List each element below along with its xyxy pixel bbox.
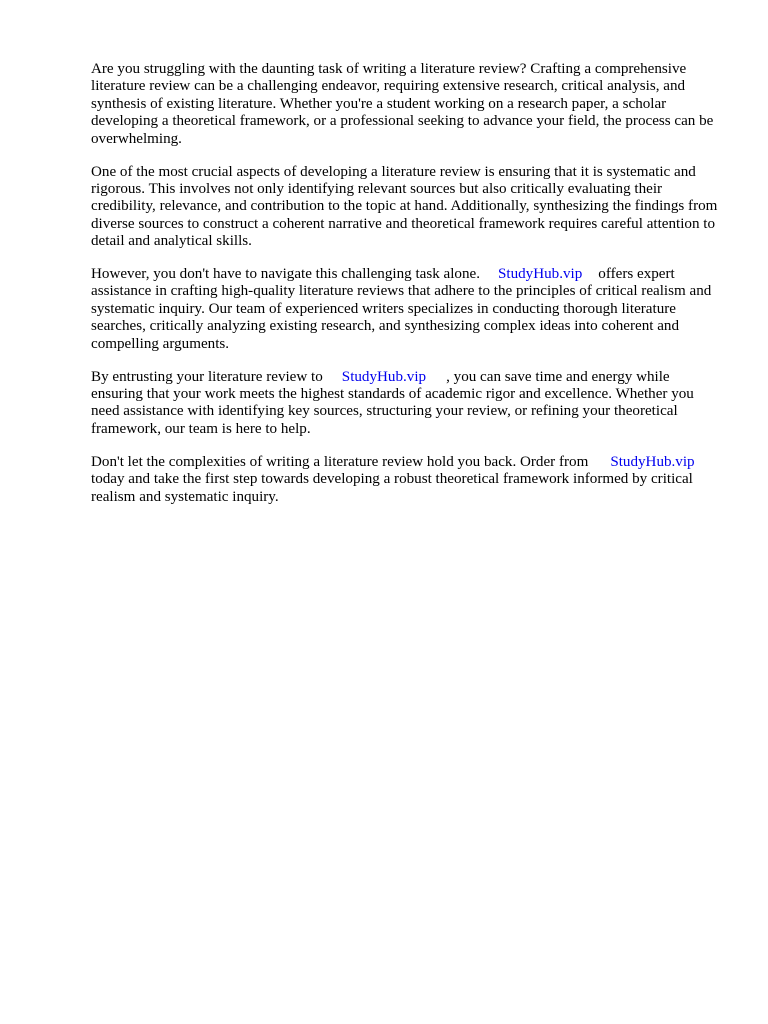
paragraph-offer-text-after: offers expert assistance in crafting high-quality literature reviews that adhere to the principles of critical realism and systematic inquiry. Our team of experienced writers specializes in conducting thorough literature searches, critically analyzing existing research, and synthesizing complex ideas into coherent and compelling arguments.	[91, 266, 712, 352]
paragraph-order-text-before: Don't let the complexities of writing a literature review hold you back. Order from	[91, 453, 589, 470]
paragraph-entrust-text-after: , you can save time and energy while ensuring that your work meets the highest standards of academic rigor and excellence. Whether you need assistance with identifying key sources, structuring your review, or refining your theoretical framework, our team is here to help.	[91, 368, 694, 437]
paragraph-intro: Are you struggling with the daunting task of writing a literature review? Crafting a comprehensive literature review can be a challenging endeavor, requiring extensive research, critical analysis, and synthesis of existing literature. Whether you're a student working on a research paper, a scholar developing a theoretical framework, or a professional seeking to advance your field, the process can be overwhelming.	[91, 61, 714, 147]
paragraph-offer	[91, 266, 723, 353]
studyhub-link-1[interactable]: StudyHub.vip	[498, 266, 583, 283]
paragraph-order-text-after: today and take the first step towards developing a robust theoretical framework informed by critical realism and systematic inquiry.	[91, 471, 693, 505]
paragraph-entrust-text-before: By entrusting your literature review to	[91, 368, 323, 385]
paragraph-order	[91, 454, 723, 506]
studyhub-link-2[interactable]: StudyHub.vip	[341, 368, 427, 385]
paragraph-systematic-review: One of the most crucial aspects of developing a literature review is ensuring that it is systematic and rigorous. This involves not only identifying relevant sources but also critically evaluating their credibility, relevance, and contribution to the topic at hand. Additionally, synthesizing the findings from diverse sources to construct a coherent narrative and theoretical framework requires careful attention to detail and analytical skills.	[91, 163, 718, 250]
studyhub-link-3[interactable]: StudyHub.vip	[610, 453, 695, 470]
document-body	[91, 61, 723, 521]
paragraph-entrust	[91, 369, 723, 439]
paragraph-offer-text-before: However, you don't have to navigate this challenging task alone.	[91, 266, 480, 283]
